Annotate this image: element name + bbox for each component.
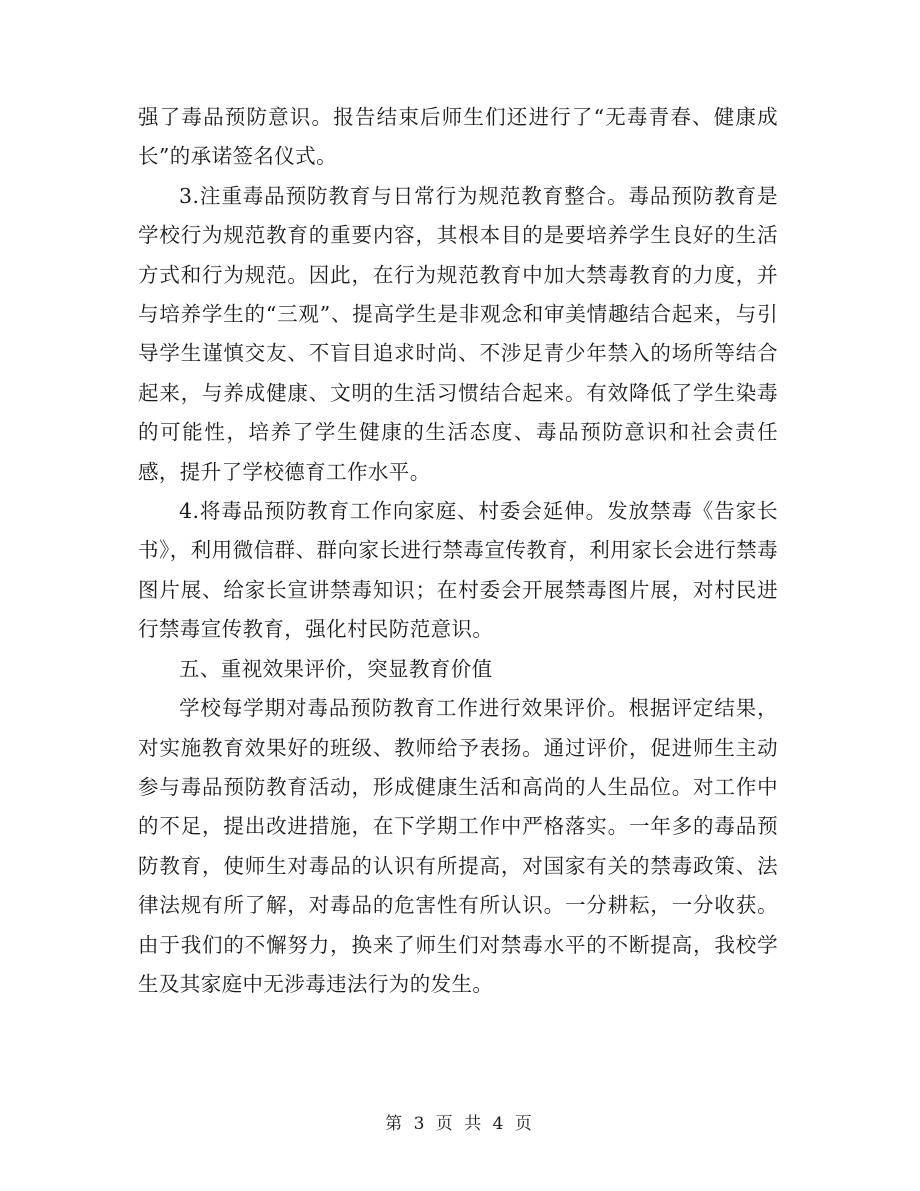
page-number-footer: 第 3 页 共 4 页	[385, 1114, 535, 1134]
section-heading-5: 五、重视效果评价，突显教育价值	[179, 656, 493, 681]
document-body	[138, 98, 778, 1004]
paragraph-item-3: 3.注重毒品预防教育与日常行为规范教育整合。毒品预防教育是学校行为规范教育的重要内容，其根本目的是要培养学生良好的生活方式和行为规范。因此，在行为规范教育中加大禁毒教育的力度，并与培养学生的“三观”、提高学生是非观念和审美情趣结合起来，与引导学生谨慎交友、不盲目追求时尚、不涉足青少年禁入的场所等结合起来，与养成健康、文明的生活习惯结合起来。有效降低了学生染毒的可能性，培养了学生健康的生活态度、毒品预防意识和社会责任感，提升了学校德育工作水平。	[138, 183, 778, 484]
paragraph-evaluation: 学校每学期对毒品预防教育工作进行效果评价。根据评定结果，对实施教育效果好的班级、教师给予表扬。通过评价，促进师生主动参与毒品预防教育活动，形成健康生活和高尚的人生品位。对工作中的不足，提出改进措施，在下学期工作中严格落实。一年多的毒品预防教育，使师生对毒品的认识有所提高，对国家有关的禁毒政策、法律法规有所了解，对毒品的危害性有所认识。一分耕耘，一分收获。由于我们的不懈努力，换来了师生们对禁毒水平的不断提高，我校学生及其家庭中无涉毒违法行为的发生。	[138, 696, 778, 996]
paragraph-continuation: 强了毒品预防意识。报告结束后师生们还进行了“无毒青春、健康成长”的承诺签名仪式。	[138, 105, 778, 169]
paragraph-item-4: 4.将毒品预防教育工作向家庭、村委会延伸。发放禁毒《告家长书》，利用微信群、群向家长进行禁毒宣传教育，利用家长会进行禁毒图片展、给家长宣讲禁毒知识；在村委会开展禁毒图片展，对村民进行禁毒宣传教育，强化村民防范意识。	[138, 499, 778, 642]
